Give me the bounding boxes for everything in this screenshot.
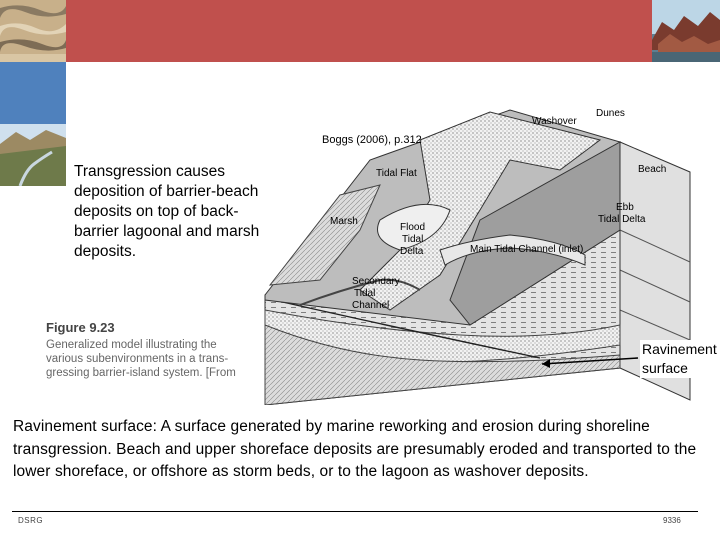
slide-number: 9336 <box>663 516 681 525</box>
label-secondary-3: Channel <box>352 300 390 311</box>
label-ebb-1: Ebb <box>616 202 634 213</box>
label-ebb-2: Tidal Delta <box>598 214 646 225</box>
footer-org: DSRG <box>18 516 44 525</box>
header-band <box>66 0 720 62</box>
label-tidal-flat: Tidal Flat <box>376 168 417 179</box>
figure-caption-line-1: Generalized model illustrating the <box>46 339 217 351</box>
label-washover: Washover <box>532 116 577 127</box>
citation: Boggs (2006), p.312 <box>322 134 422 146</box>
intro-text: Transgression causes deposition of barrier-beach deposits on top of back-barrier lagoonal and marsh deposits. <box>74 163 260 260</box>
rock-coast-photo-thumbnail <box>652 0 720 62</box>
sand-photo-thumbnail <box>0 0 66 62</box>
footer-divider <box>12 511 698 512</box>
label-flood-2: Tidal <box>402 234 424 245</box>
label-beach: Beach <box>638 164 667 175</box>
label-marsh: Marsh <box>330 216 358 227</box>
figure-caption-line-2: various subenvironments in a trans- <box>46 353 229 365</box>
label-secondary-2: Tidal <box>354 288 376 299</box>
ravinement-surface-label: Ravinement surface <box>640 340 720 378</box>
label-main-channel: Main Tidal Channel (inlet) <box>470 244 584 255</box>
label-flood-3: Delta <box>400 246 424 257</box>
ravinement-definition: Ravinement surface: A surface generated by marine reworking and erosion during shoreline transgression. Beach and upper shoreface deposits are presumably eroded and transported to the lower shoreface, or offshore as storm beds, or to the lagoon as washover deposits. <box>13 418 697 480</box>
figure-caption-line-3: gressing barrier-island system. [From <box>46 367 236 379</box>
label-secondary-1: Secondary <box>352 276 400 287</box>
figure-title: Figure 9.23 <box>46 320 115 335</box>
label-flood-1: Flood <box>400 222 426 233</box>
label-dunes: Dunes <box>596 108 625 119</box>
